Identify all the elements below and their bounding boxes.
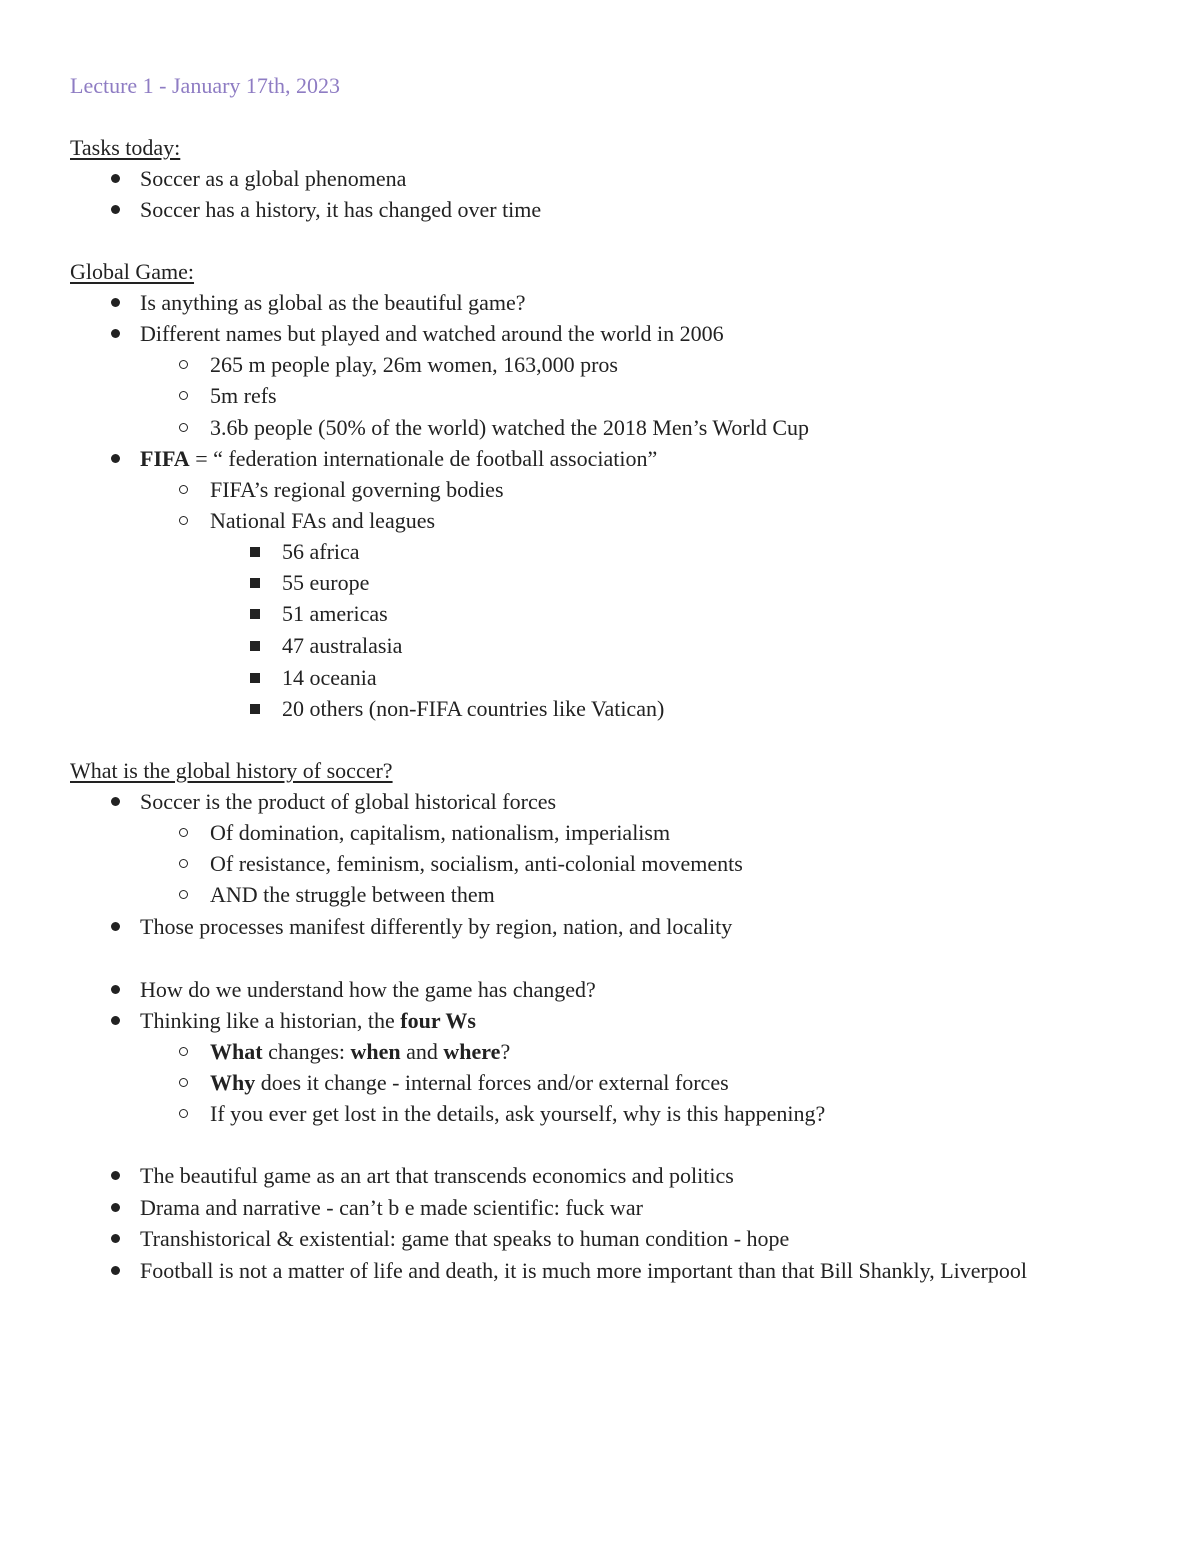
bullet-circle-icon [179,828,188,837]
bullet-circle-icon [179,360,188,369]
list-item: 3.6b people (50% of the world) watched the 2018 Men’s World Cup [210,414,809,442]
bullet-square-icon [250,578,260,588]
list-item: Soccer has a history, it has changed over time [140,196,541,224]
list-item: Transhistorical & existential: game that speaks to human condition - hope [140,1225,789,1253]
list-item: If you ever get lost in the details, ask yourself, why is this happening? [210,1100,825,1128]
list-item: 265 m people play, 26m women, 163,000 pros [210,351,618,379]
list-item: Football is not a matter of life and death, it is much more important than that Bill Shankly, Liverpool [140,1257,1027,1285]
bullet-circle-icon [179,1078,188,1087]
list-item: 55 europe [282,569,369,597]
bullet-square-icon [250,609,260,619]
list-item: Drama and narrative - can’t b e made scientific: fuck war [140,1194,643,1222]
list-item: AND the struggle between them [210,881,495,909]
bullet-circle-icon [179,859,188,868]
bullet-circle-icon [179,516,188,525]
lecture-title: Lecture 1 - January 17th, 2023 [70,73,341,98]
bullet-disc-icon [111,1016,120,1025]
bullet-disc-icon [111,1266,120,1275]
bullet-circle-icon [179,391,188,400]
list-item: Of domination, capitalism, nationalism, imperialism [210,819,670,847]
bullet-disc-icon [111,174,120,183]
list-item: 20 others (non-FIFA countries like Vatican) [282,695,664,723]
list-item: 47 australasia [282,632,402,660]
bullet-disc-icon [111,329,120,338]
bullet-circle-icon [179,890,188,899]
bullet-disc-icon [111,922,120,931]
list-item: 56 africa [282,538,360,566]
bullet-disc-icon [111,985,120,994]
bullet-circle-icon [179,423,188,432]
section-heading-tasks: Tasks today: [70,135,181,160]
list-item: Those processes manifest differently by region, nation, and locality [140,913,732,941]
list-item: FIFA = “ federation internationale de football association” [140,445,657,473]
list-item: How do we understand how the game has changed? [140,976,596,1004]
bullet-disc-icon [111,454,120,463]
list-item: Why does it change - internal forces and/or external forces [210,1069,729,1097]
bullet-disc-icon [111,797,120,806]
list-item: Thinking like a historian, the four Ws [140,1007,476,1035]
bullet-circle-icon [179,485,188,494]
bullet-circle-icon [179,1109,188,1118]
list-item: Is anything as global as the beautiful game? [140,289,526,317]
list-item: 5m refs [210,382,277,410]
list-item: Soccer as a global phenomena [140,165,406,193]
bullet-square-icon [250,704,260,714]
list-item: Of resistance, feminism, socialism, anti-colonial movements [210,850,743,878]
list-item: The beautiful game as an art that transcends economics and politics [140,1162,734,1190]
bullet-disc-icon [111,298,120,307]
list-item: 51 americas [282,600,388,628]
list-item: FIFA’s regional governing bodies [210,476,504,504]
list-item: 14 oceania [282,664,377,692]
bullet-circle-icon [179,1047,188,1056]
list-item: What changes: when and where? [210,1038,510,1066]
section-heading-global-game: Global Game: [70,259,195,284]
list-item: Different names but played and watched around the world in 2006 [140,320,724,348]
bullet-disc-icon [111,1234,120,1243]
bullet-square-icon [250,641,260,651]
bullet-disc-icon [111,1171,120,1180]
bullet-disc-icon [111,205,120,214]
bullet-square-icon [250,547,260,557]
list-item: National FAs and leagues [210,507,435,535]
section-heading-history: What is the global history of soccer? [70,758,393,783]
list-item: Soccer is the product of global historical forces [140,788,556,816]
bullet-square-icon [250,673,260,683]
bullet-disc-icon [111,1203,120,1212]
